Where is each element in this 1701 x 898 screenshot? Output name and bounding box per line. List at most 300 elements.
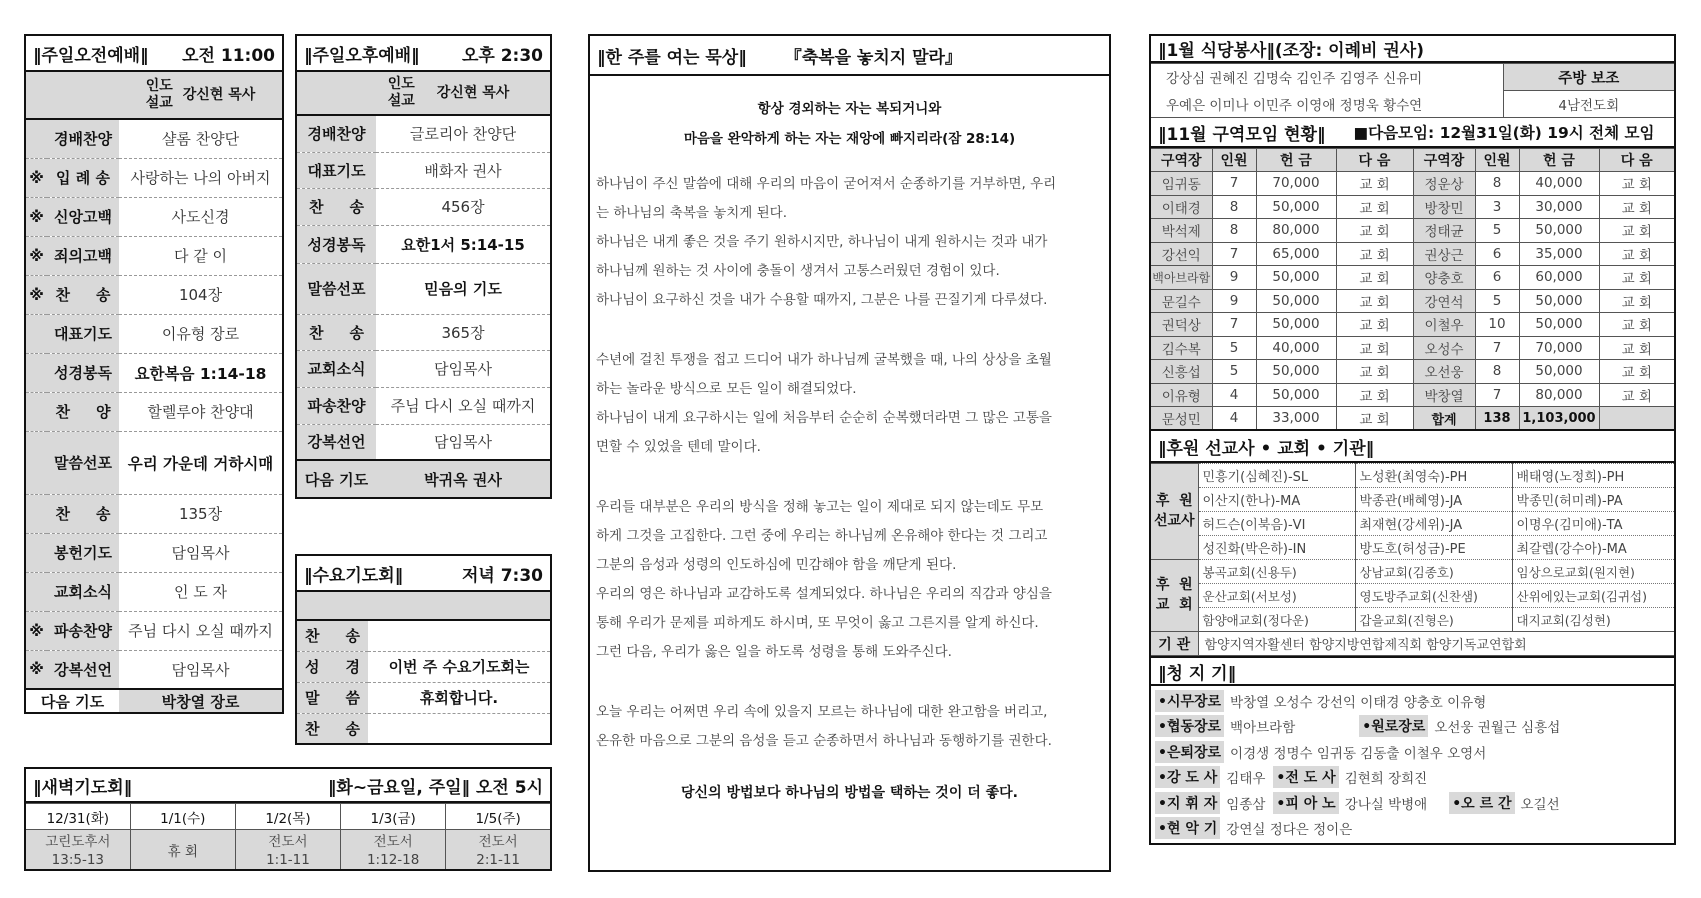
afternoon-row <box>296 387 551 424</box>
wednesday-row <box>296 682 551 713</box>
church-row <box>1150 584 1675 608</box>
afternoon-row-value: 글로리아 찬양단 <box>376 115 551 152</box>
district-cell: 교 회 <box>1336 219 1413 243</box>
district-cell: 오선웅 <box>1413 360 1475 384</box>
kitchen-title: ‖1월 식당봉사‖(조장: 이례비 권사) <box>1158 41 1424 61</box>
district-cell: 문성민 <box>1150 407 1212 431</box>
church-row <box>1150 608 1675 632</box>
district-cell: 권덕상 <box>1150 313 1212 337</box>
district-total-label: 합계 <box>1413 407 1475 431</box>
morning-row-value: 주님 다시 오실 때까지 <box>119 611 283 650</box>
afternoon-row-value: 믿음의 기도 <box>376 263 551 314</box>
elders-role-names: 임종삼 <box>1226 796 1266 813</box>
afternoon-preacher: 강신현 목사 <box>436 84 510 101</box>
district-cell: 30,000 <box>1519 195 1599 219</box>
district-cell: 50,000 <box>1256 313 1336 337</box>
required-standing-mark <box>25 392 47 431</box>
meditation-line: 하나님께 원하는 것 사이에 충돌이 생겨서 고통스러웠던 경험이 있다. <box>596 263 1000 279</box>
morning-row <box>25 119 283 158</box>
meditation-line: 온유한 마음으로 그분의 음성을 듣고 순종하면서 하나님과 동행하기를 권한다. <box>596 733 1052 749</box>
district-row <box>1150 313 1675 337</box>
missionary-cell: 성진화(박은하)-IN <box>1198 536 1355 560</box>
required-standing-mark: ※ <box>25 236 47 275</box>
dawn-verse: 2:1-11 <box>446 850 551 870</box>
morning-row-value: 다 같 이 <box>119 236 283 275</box>
afternoon-service-table <box>295 72 552 499</box>
morning-row <box>25 392 283 431</box>
morning-row-label: 대표기도 <box>47 314 119 353</box>
afternoon-row <box>296 350 551 387</box>
elders-role-names: 강연실 정다은 정이은 <box>1226 822 1353 839</box>
wednesday-row-label: 말 씀 <box>296 682 368 713</box>
church-cell: 임상으로교회(원지현) <box>1512 560 1675 584</box>
label-line: 후 원 <box>1155 576 1193 593</box>
district-cell: 교 회 <box>1336 407 1413 431</box>
meditation-closing: 당신의 방법보다 하나님의 방법을 택하는 것이 더 좋다. <box>681 785 1018 801</box>
district-cell: 교 회 <box>1336 360 1413 384</box>
district-cell: 이철우 <box>1413 313 1475 337</box>
label-line: 교 회 <box>1155 596 1193 613</box>
elders-role-label: •원로장로 <box>1359 715 1428 737</box>
district-cell: 50,000 <box>1519 313 1599 337</box>
morning-row-label: 교회소식 <box>47 572 119 611</box>
district-cell: 교 회 <box>1599 383 1675 407</box>
district-row <box>1150 407 1675 431</box>
morning-row-label: 찬 양 <box>47 392 119 431</box>
kitchen-names-2: 우예은 이미나 이민주 이영애 정명욱 황수연 <box>1150 91 1503 118</box>
morning-row-label: 경배찬양 <box>47 119 119 158</box>
district-cell: 정운상 <box>1413 172 1475 196</box>
role-preacher: 설교 <box>145 95 173 111</box>
morning-row <box>25 197 283 236</box>
support-orgs: 함양지역자활센터 함양지방연합제직회 함양기독교연합회 <box>1198 632 1675 656</box>
district-cell: 7 <box>1212 172 1256 196</box>
required-standing-mark <box>25 572 47 611</box>
afternoon-row-value: 요한1서 5:14-15 <box>376 225 551 263</box>
district-cell: 교 회 <box>1599 360 1675 384</box>
meditation-line: 하나님이 내게 요구하시는 일에 처음부터 순순히 순복했더라면 그 많은 고통을 <box>596 410 1052 426</box>
district-cell: 교 회 <box>1599 266 1675 290</box>
elders-role-label: •오 르 간 <box>1449 792 1514 814</box>
wednesday-prayer-time: 저녁 7:30 <box>461 565 543 586</box>
morning-row <box>25 572 283 611</box>
dawn-verse: 13:5-13 <box>25 850 130 870</box>
district-cell: 50,000 <box>1256 289 1336 313</box>
district-cell: 교 회 <box>1599 242 1675 266</box>
afternoon-row-label: 찬 송 <box>296 188 376 225</box>
morning-row-label: 성경봉독 <box>47 353 119 392</box>
afternoon-service-time: 오후 2:30 <box>461 45 543 66</box>
district-cell: 8 <box>1475 360 1519 384</box>
morning-row-value: 담임목사 <box>119 533 283 572</box>
district-column-header: 헌 금 <box>1519 149 1599 172</box>
church-cell: 산위에있는교회(김귀섭) <box>1512 584 1675 608</box>
meditation-line: 그분의 음성과 성령의 인도하심에 민감해야 함을 깨닫게 된다. <box>596 557 957 573</box>
meditation-line: 우리들 대부분은 우리의 방식을 정해 놓고는 일이 제대로 되지 않는데도 무모 <box>596 499 1044 515</box>
district-cell: 10 <box>1475 313 1519 337</box>
dawn-day: 1/2(목) <box>235 804 340 830</box>
afternoon-row <box>296 115 551 152</box>
meditation-line: 수년에 걸친 투쟁을 접고 드디어 내가 하나님께 굴복했을 때, 나의 상상을 초월 <box>596 352 1052 368</box>
district-column-header: 인원 <box>1212 149 1256 172</box>
district-cell: 5 <box>1212 336 1256 360</box>
meditation-line: 하나님은 내게 좋은 것을 주기 원하시지만, 하나님이 내게 원하시는 것과 내가 <box>596 234 1048 250</box>
afternoon-row-value: 담임목사 <box>376 350 551 387</box>
right-column <box>1149 34 1676 845</box>
required-standing-mark <box>25 314 47 353</box>
wednesday-prayer-table <box>295 592 552 745</box>
district-cell: 교 회 <box>1599 172 1675 196</box>
morning-row-label: 입 례 송 <box>47 158 119 197</box>
morning-row <box>25 353 283 392</box>
meditation-title: ‖한 주를 여는 묵상‖ <box>597 47 747 68</box>
required-standing-mark: ※ <box>25 158 47 197</box>
district-cell: 임귀동 <box>1150 172 1212 196</box>
church-row <box>1150 560 1675 584</box>
district-cell: 50,000 <box>1519 360 1599 384</box>
district-cell: 5 <box>1212 360 1256 384</box>
required-standing-mark <box>25 533 47 572</box>
morning-row <box>25 494 283 533</box>
district-cell: 60,000 <box>1519 266 1599 290</box>
dawn-prayer-time: ‖화~금요일, 주일‖ 오전 5시 <box>327 777 543 798</box>
district-row <box>1150 195 1675 219</box>
missionary-cell: 최갈렙(강수아)-MA <box>1512 536 1675 560</box>
district-cell: 35,000 <box>1519 242 1599 266</box>
kitchen-helper-value: 4남전도회 <box>1503 91 1675 118</box>
morning-row <box>25 236 283 275</box>
district-cell: 오성수 <box>1413 336 1475 360</box>
district-column-header: 인원 <box>1475 149 1519 172</box>
district-cell: 3 <box>1475 195 1519 219</box>
dawn-recess: 휴 회 <box>130 830 235 871</box>
elders-role-names: 오선웅 권월근 심흥섭 <box>1434 720 1561 737</box>
district-cell: 교 회 <box>1599 289 1675 313</box>
district-cell: 김수복 <box>1150 336 1212 360</box>
afternoon-row <box>296 225 551 263</box>
meditation-verse: 항상 경외하는 자는 복되거니와 마음을 완악하게 하는 자는 재앙에 빠지리라(잠 28:14) <box>683 101 1016 147</box>
dawn-prayer-title: ‖새벽기도회‖ <box>33 777 133 798</box>
morning-row <box>25 431 283 494</box>
elders-role-names: 이경생 정명수 임귀동 김동출 이철우 오영서 <box>1230 745 1487 762</box>
afternoon-row <box>296 314 551 350</box>
morning-row-value: 이유형 장로 <box>119 314 283 353</box>
district-cell: 7 <box>1212 313 1256 337</box>
morning-row-value: 104장 <box>119 275 283 314</box>
district-cell: 교 회 <box>1599 219 1675 243</box>
district-cell: 80,000 <box>1256 219 1336 243</box>
afternoon-service-panel <box>295 34 552 499</box>
required-standing-mark <box>25 119 47 158</box>
meditation-line: 면할 수 있었을 텐데 말이다. <box>596 439 761 455</box>
role-preacher: 설교 <box>387 93 415 109</box>
morning-row-value: 우리 가운데 거하시매 <box>119 431 283 494</box>
district-row <box>1150 219 1675 243</box>
dawn-book: 전도서 <box>341 830 446 851</box>
district-title: ‖11월 구역모임 현황‖ <box>1158 124 1326 145</box>
district-cell: 강선익 <box>1150 242 1212 266</box>
support-header <box>1149 431 1676 463</box>
morning-row-label: 찬 송 <box>47 494 119 533</box>
church-cell: 봉곡교회(신용두) <box>1198 560 1355 584</box>
afternoon-row-label: 말씀선포 <box>296 263 376 314</box>
meditation-line: 하게 그것을 고집한다. 그런 중에 우리는 하나님께 온유해야 한다는 것 그리고 <box>596 528 1048 544</box>
missionary-cell: 배태영(노정희)-PH <box>1512 464 1675 488</box>
district-cell: 5 <box>1475 219 1519 243</box>
elders-header <box>1149 656 1676 686</box>
dawn-verse: 1:1-11 <box>235 850 340 870</box>
district-cell: 교 회 <box>1336 383 1413 407</box>
missionary-row <box>1150 512 1675 536</box>
district-cell: 박창열 <box>1413 383 1475 407</box>
wednesday-row <box>296 651 551 682</box>
meditation-paragraph-2 <box>596 346 1103 462</box>
morning-row <box>25 533 283 572</box>
district-cell: 50,000 <box>1256 266 1336 290</box>
morning-service-table <box>24 72 284 714</box>
afternoon-row-label: 경배찬양 <box>296 115 376 152</box>
district-cell: 7 <box>1475 336 1519 360</box>
missionary-row <box>1150 536 1675 560</box>
meditation-header <box>590 36 1109 76</box>
meditation-line: 통해 우리가 문제를 피하게도 하시며, 또 무엇이 옳고 그른지를 알게 하신다. <box>596 615 1039 631</box>
kitchen-header <box>1149 34 1676 63</box>
morning-next-prayer-value: 박창열 장로 <box>119 689 283 713</box>
required-standing-mark: ※ <box>25 650 47 689</box>
morning-row-label: 신앙고백 <box>47 197 119 236</box>
district-cell: 7 <box>1212 242 1256 266</box>
afternoon-row-label: 성경봉독 <box>296 225 376 263</box>
elders-role-label: •피 아 노 <box>1273 792 1338 814</box>
dawn-verse: 1:12-18 <box>341 850 446 870</box>
district-cell: 80,000 <box>1519 383 1599 407</box>
support-table <box>1149 463 1676 656</box>
afternoon-service-title: ‖주일오후예배‖ <box>304 45 420 66</box>
district-cell: 이유형 <box>1150 383 1212 407</box>
dawn-prayer-panel <box>24 767 552 871</box>
morning-row-value: 135장 <box>119 494 283 533</box>
morning-row <box>25 650 283 689</box>
meditation-line: 그런 다음, 우리가 옳은 일을 하도록 성령을 통해 도와주신다. <box>596 644 952 660</box>
morning-row-label: 말씀선포 <box>47 431 119 494</box>
morning-row-label: 찬 송 <box>47 275 119 314</box>
elders-role-label: •지 휘 자 <box>1155 792 1220 814</box>
district-row <box>1150 336 1675 360</box>
meditation-body <box>590 170 1109 756</box>
dawn-prayer-header <box>24 767 552 803</box>
afternoon-row-value: 주님 다시 오실 때까지 <box>376 387 551 424</box>
wednesday-row-value: 이번 주 수요기도회는 <box>368 651 551 682</box>
required-standing-mark: ※ <box>25 275 47 314</box>
morning-row-value: 사랑하는 나의 아버지 <box>119 158 283 197</box>
district-cell: 50,000 <box>1256 360 1336 384</box>
support-org-label: 기 관 <box>1150 632 1198 656</box>
district-cell: 교 회 <box>1336 289 1413 313</box>
elders-row <box>1155 765 1670 791</box>
wednesday-prayer-panel <box>295 554 552 745</box>
district-column-header: 구역장 <box>1150 149 1212 172</box>
missionary-cell: 박종관(배혜영)-JA <box>1355 488 1512 512</box>
wednesday-row-label: 찬 송 <box>296 713 368 744</box>
district-cell: 40,000 <box>1519 172 1599 196</box>
wednesday-row-label: 성 경 <box>296 651 368 682</box>
district-row <box>1150 242 1675 266</box>
meditation-paragraph-1 <box>596 170 1103 315</box>
required-standing-mark: ※ <box>25 197 47 236</box>
missionary-cell: 민흥기(심혜진)-SL <box>1198 464 1355 488</box>
missionary-cell: 방도호(허성금)-PE <box>1355 536 1512 560</box>
missionary-cell: 이명우(김미애)-TA <box>1512 512 1675 536</box>
wednesday-prayer-header <box>295 554 552 592</box>
afternoon-row-label: 대표기도 <box>296 152 376 188</box>
elders-role-names: 백아브라함 <box>1230 720 1296 737</box>
district-cell: 7 <box>1475 383 1519 407</box>
afternoon-row <box>296 263 551 314</box>
morning-service-header <box>24 34 284 72</box>
afternoon-row <box>296 188 551 225</box>
district-cell: 6 <box>1475 242 1519 266</box>
district-cell: 양충호 <box>1413 266 1475 290</box>
missionary-cell: 최재현(강세위)-JA <box>1355 512 1512 536</box>
district-cell: 50,000 <box>1256 195 1336 219</box>
district-cell: 5 <box>1475 289 1519 313</box>
elders-row <box>1155 816 1670 842</box>
district-cell: 50,000 <box>1256 383 1336 407</box>
district-row <box>1150 266 1675 290</box>
elders-title: ‖청 지 기‖ <box>1158 663 1237 684</box>
missionary-cell: 허드슨(이북음)-VI <box>1198 512 1355 536</box>
elders-role-label: •협동장로 <box>1155 715 1224 737</box>
required-standing-mark: ※ <box>25 611 47 650</box>
district-cell: 교 회 <box>1336 242 1413 266</box>
wednesday-row <box>296 713 551 744</box>
district-cell: 권상근 <box>1413 242 1475 266</box>
afternoon-row <box>296 152 551 188</box>
missionary-cell: 박종민(허미례)-PA <box>1512 488 1675 512</box>
district-cell: 9 <box>1212 289 1256 313</box>
district-row <box>1150 172 1675 196</box>
morning-row-value: 인 도 자 <box>119 572 283 611</box>
role-leader: 인도 <box>387 75 415 92</box>
district-cell: 65,000 <box>1256 242 1336 266</box>
district-cell: 8 <box>1475 172 1519 196</box>
dawn-day: 1/5(주) <box>446 804 551 830</box>
church-cell: 갑을교회(진형은) <box>1355 608 1512 632</box>
meditation-line: 우리의 영은 하나님과 교감하도록 설계되었다. 하나님은 우리의 직감과 양심을 <box>596 586 1052 602</box>
church-cell: 운산교회(서보성) <box>1198 584 1355 608</box>
district-column-header: 다 음 <box>1599 149 1675 172</box>
church-cell: 함양애교회(정다운) <box>1198 608 1355 632</box>
afternoon-row-value: 배화자 권사 <box>376 152 551 188</box>
morning-row-label: 파송찬양 <box>47 611 119 650</box>
district-cell: 방창민 <box>1413 195 1475 219</box>
required-standing-mark <box>25 494 47 533</box>
wednesday-row-value <box>368 713 551 744</box>
district-row <box>1150 360 1675 384</box>
district-cell: 50,000 <box>1519 289 1599 313</box>
church-cell: 대지교회(김성현) <box>1512 608 1675 632</box>
dawn-day: 1/1(수) <box>130 804 235 830</box>
morning-preacher: 강신현 목사 <box>182 86 256 103</box>
morning-row-label: 죄의고백 <box>47 236 119 275</box>
afternoon-row-label: 강복선언 <box>296 424 376 460</box>
district-table <box>1149 148 1676 431</box>
elders-role-label: •전 도 사 <box>1273 766 1338 788</box>
elders-list <box>1149 686 1676 845</box>
dawn-prayer-table <box>24 803 552 871</box>
district-cell: 교 회 <box>1599 336 1675 360</box>
district-cell: 이태경 <box>1150 195 1212 219</box>
district-cell: 50,000 <box>1519 219 1599 243</box>
elders-role-label: •시무장로 <box>1155 690 1224 712</box>
afternoon-service-header <box>295 34 552 72</box>
morning-next-prayer-label: 다음 기도 <box>25 689 119 713</box>
district-cell: 교 회 <box>1599 195 1675 219</box>
district-cell: 교 회 <box>1336 266 1413 290</box>
district-row <box>1150 289 1675 313</box>
district-column-header: 헌 금 <box>1256 149 1336 172</box>
kitchen-table <box>1149 63 1676 118</box>
elders-role-label: •현 악 기 <box>1155 817 1220 839</box>
morning-service-panel <box>24 34 284 714</box>
district-column-header: 다 음 <box>1336 149 1413 172</box>
meditation-subtitle: 『축복을 놓치지 말라』 <box>784 47 962 68</box>
morning-service-title: ‖주일오전예배‖ <box>33 45 149 66</box>
elders-role-names: 오길선 <box>1520 796 1560 813</box>
district-cell: 70,000 <box>1256 172 1336 196</box>
district-column-header: 구역장 <box>1413 149 1475 172</box>
district-cell: 9 <box>1212 266 1256 290</box>
wednesday-prayer-title: ‖수요기도회‖ <box>304 565 404 586</box>
district-total-count: 138 <box>1475 407 1519 431</box>
morning-row-value: 요한복음 1:14-18 <box>119 353 283 392</box>
dawn-book: 고린도후서 <box>25 830 130 851</box>
district-cell: 문길수 <box>1150 289 1212 313</box>
dawn-day: 1/3(금) <box>341 804 446 830</box>
district-cell: 8 <box>1212 195 1256 219</box>
wednesday-row-value: 휴회합니다. <box>368 682 551 713</box>
district-total-amount: 1,103,000 <box>1519 407 1599 431</box>
district-cell: 백아브라함 <box>1150 266 1212 290</box>
elders-role-label: •강 도 사 <box>1155 766 1220 788</box>
district-row <box>1150 383 1675 407</box>
church-cell: 영도방주교회(신찬샘) <box>1355 584 1512 608</box>
morning-row-label: 강복선언 <box>47 650 119 689</box>
required-standing-mark <box>25 353 47 392</box>
afternoon-next-prayer-value: 박귀옥 권사 <box>376 460 551 498</box>
district-cell: 33,000 <box>1256 407 1336 431</box>
afternoon-row <box>296 424 551 460</box>
required-standing-mark <box>25 431 47 494</box>
support-title: ‖후원 선교사 • 교회 • 기관‖ <box>1158 438 1375 459</box>
missionary-cell: 노성환(최영숙)-PH <box>1355 464 1512 488</box>
support-church-label <box>1150 560 1198 632</box>
morning-row <box>25 314 283 353</box>
role-leader: 인도 <box>145 77 173 94</box>
afternoon-row-label: 파송찬양 <box>296 387 376 424</box>
district-cell: 40,000 <box>1256 336 1336 360</box>
meditation-paragraph-4 <box>596 698 1103 756</box>
elders-row <box>1155 688 1670 714</box>
wednesday-row-value <box>368 620 551 651</box>
district-cell: 4 <box>1212 383 1256 407</box>
morning-row <box>25 275 283 314</box>
support-missionary-label <box>1150 464 1198 560</box>
missionary-row <box>1150 488 1675 512</box>
district-total-blank <box>1599 407 1675 431</box>
kitchen-names-1: 강상심 권혜진 김명숙 김인주 김영주 신유미 <box>1150 64 1503 91</box>
district-cell: 8 <box>1212 219 1256 243</box>
